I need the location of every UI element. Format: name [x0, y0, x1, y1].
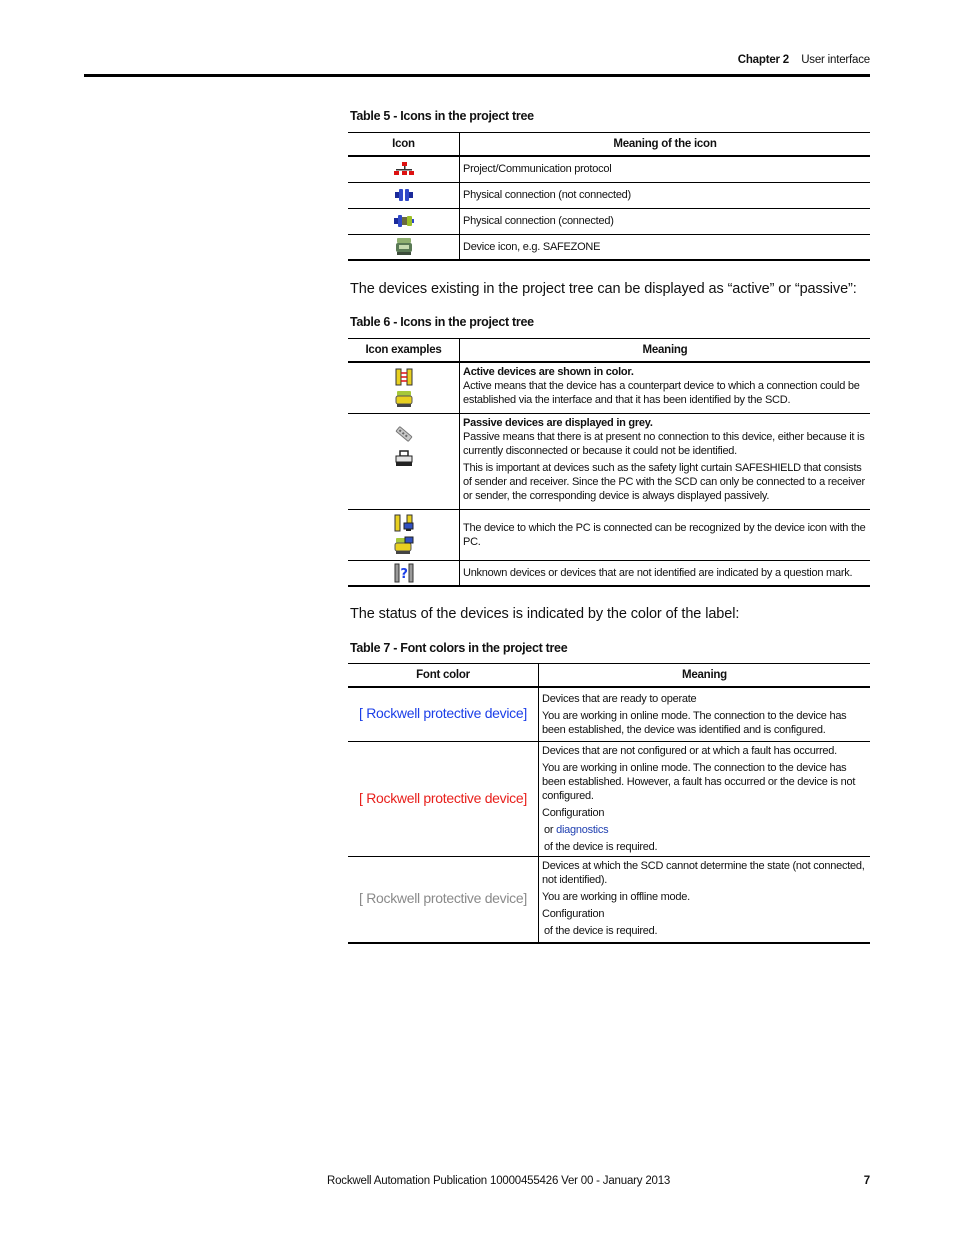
offline-line4: of the device is required.	[544, 924, 658, 937]
active-light-curtain-icon	[394, 368, 414, 386]
passive-devices-title: Passive devices are displayed in grey.	[463, 416, 653, 429]
unknown-device-text: Unknown devices or devices that are not identified are indicated by a question mark.	[460, 560, 871, 586]
fault-or: or	[544, 823, 554, 836]
active-scanner-icon	[394, 390, 414, 408]
pc-connected-text: The device to which the PC is connected can be recognized by the device icon with the PC.	[460, 509, 871, 560]
table5-row-meaning: Device icon, e.g. SAFEZONE	[460, 234, 871, 260]
table5-row-meaning: Project/Communication protocol	[460, 156, 871, 182]
table7-caption: Table 7 - Font colors in the project tree	[350, 641, 568, 655]
table7-header-font-color: Font color	[348, 664, 539, 688]
passive-devices-text: Passive means that there is at present no connection to this device, either because it is currently disconnected or because it could not be identified.	[463, 430, 865, 457]
font-sample-ready: [ Rockwell protective device]	[359, 705, 527, 722]
svg-text:?: ?	[399, 566, 408, 582]
table5-row-meaning: Physical connection (connected)	[460, 208, 871, 234]
table-row	[348, 560, 870, 586]
table-row	[348, 509, 870, 560]
table6-header-icons: Icon examples	[348, 339, 460, 363]
unknown-device-icon	[393, 563, 415, 583]
passive-devices-note: This is important at devices such as the safety light curtain SAFESHIELD that consists of sender and receiver. Since the PC with the SCD can only be connected to a receiver or sender, the corresponding device is always displayed passively.	[463, 461, 865, 502]
publication-info: Rockwell Automation Publication 10000455426 Ver 00 - January 2013	[327, 1175, 671, 1187]
ready-line2: You are working in online mode. The connection to the device has been established, the device was identified and is configured.	[542, 709, 847, 736]
table-row	[348, 741, 870, 856]
table5-header-icon: Icon	[348, 133, 460, 157]
font-sample-offline: [ Rockwell protective device]	[359, 890, 527, 907]
offline-line3: Configuration	[542, 907, 605, 920]
pc-connected-light-curtain-icon	[393, 514, 415, 532]
table-row	[348, 208, 870, 234]
project-network-icon	[393, 161, 415, 177]
font-sample-fault: [ Rockwell protective device]	[359, 789, 527, 806]
offline-line1: Devices at which the SCD cannot determine the state (not connected, not identified).	[542, 859, 865, 886]
table-row	[348, 687, 870, 741]
page-header	[84, 52, 870, 74]
section-label: User interface	[801, 54, 870, 66]
passive-light-curtain-icon	[393, 424, 415, 444]
chapter-label: Chapter 2	[737, 54, 789, 66]
table-row	[348, 413, 870, 509]
paragraph-active-passive: The devices existing in the project tree can be displayed as “active” or “passive”:	[350, 281, 857, 297]
table-row	[348, 182, 870, 208]
fault-line2: You are working in online mode. The connection to the device has been established. However, a fault has occurred or the device is not configured.	[542, 761, 856, 802]
fault-line1: Devices that are not configured or at which a fault has occurred.	[542, 744, 837, 757]
table-row	[348, 362, 870, 413]
active-devices-title: Active devices are shown in color.	[463, 366, 634, 378]
diagnostics-link[interactable]: diagnostics	[556, 823, 609, 836]
table5-row-meaning: Physical connection (not connected)	[460, 182, 871, 208]
table5-header-meaning: Meaning of the icon	[460, 133, 871, 157]
page-number: 7	[863, 1175, 870, 1187]
table7-header-meaning: Meaning	[539, 664, 871, 688]
table6-caption: Table 6 - Icons in the project tree	[350, 315, 534, 329]
offline-line2: You are working in offline mode.	[542, 890, 690, 903]
table5-caption: Table 5 - Icons in the project tree	[350, 109, 534, 123]
table6-header-meaning: Meaning	[460, 339, 871, 363]
table6	[348, 338, 870, 587]
safezone-device-icon	[393, 237, 415, 257]
connection-connected-icon	[393, 213, 415, 229]
connection-not-connected-icon	[393, 187, 415, 203]
paragraph-status-color: The status of the devices is indicated by the color of the label:	[350, 606, 740, 622]
fault-line5: of the device is required.	[544, 840, 658, 853]
fault-line3: Configuration	[542, 806, 605, 819]
header-rule	[84, 74, 870, 77]
table-row	[348, 856, 870, 943]
table5	[348, 132, 870, 261]
table-row	[348, 156, 870, 182]
table-row	[348, 234, 870, 260]
ready-line1: Devices that are ready to operate	[542, 692, 697, 705]
passive-scanner-icon	[393, 450, 415, 468]
table7	[348, 663, 870, 944]
active-devices-text: Active means that the device has a counterpart device to which a connection could be established via the interface and that it has been identified by the SCD.	[463, 380, 860, 406]
pc-connected-scanner-icon	[393, 536, 415, 556]
